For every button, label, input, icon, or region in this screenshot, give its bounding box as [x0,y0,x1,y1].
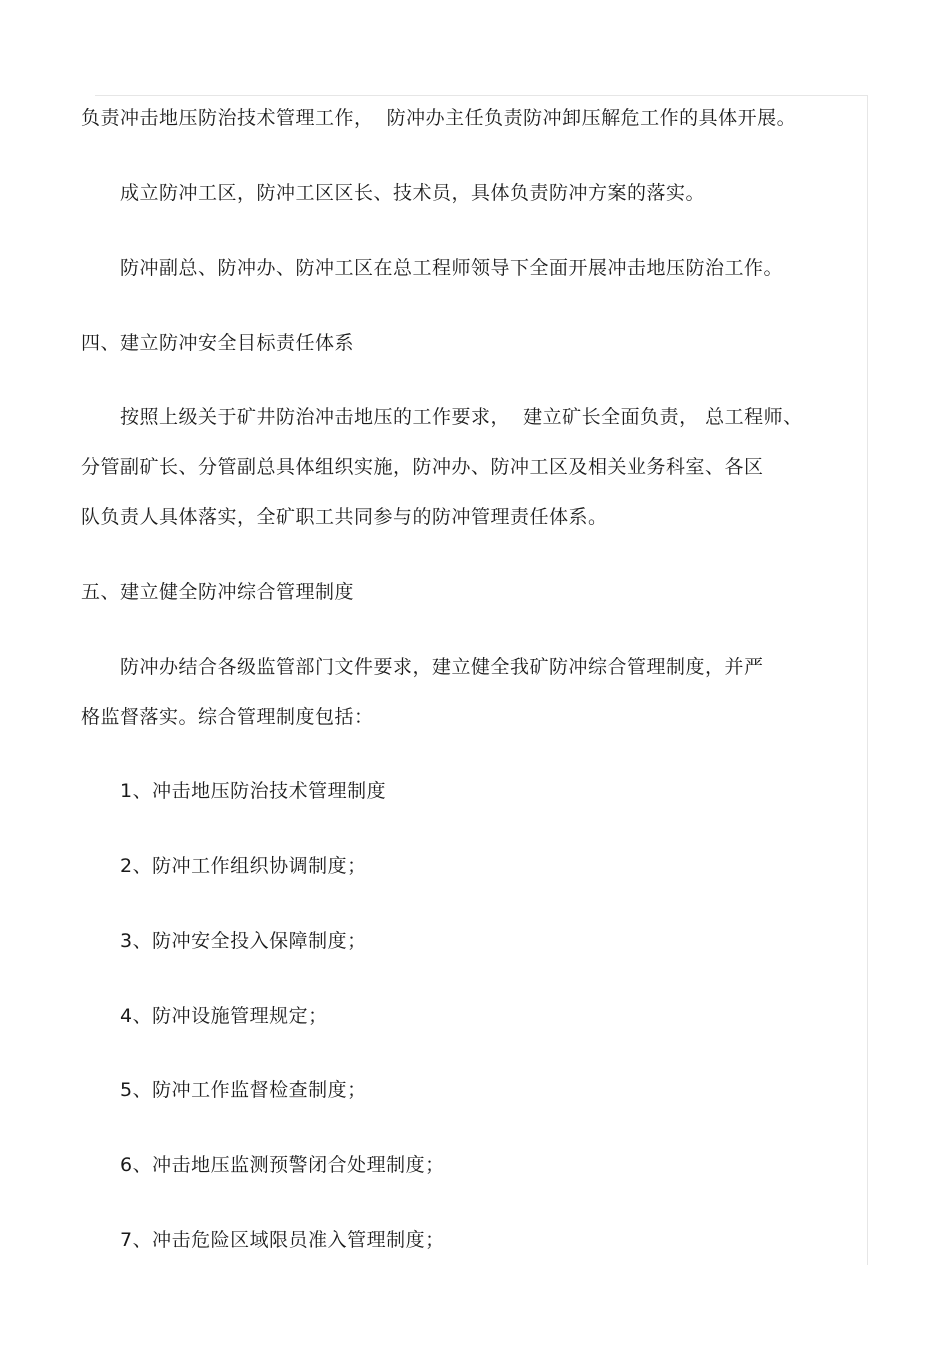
paragraph-line: 队负责人具体落实，全矿职工共同参与的防冲管理责任体系。 [81,506,608,528]
list-item: 4、防冲设施管理规定； [120,1005,328,1027]
paragraph-line: 负责冲击地压防治技术管理工作， 防冲办主任负责防冲卸压解危工作的具体开展。 [81,107,797,129]
list-item: 7、冲击危险区域限员准入管理制度； [120,1229,445,1251]
paragraph-line: 格监督落实。综合管理制度包括： [81,706,374,728]
list-item: 2、防冲工作组织协调制度； [120,855,367,877]
section-heading: 五、建立健全防冲综合管理制度 [81,581,355,603]
section-heading: 四、建立防冲安全目标责任体系 [81,332,355,354]
list-item: 6、冲击地压监测预警闭合处理制度； [120,1154,445,1176]
list-item: 1、冲击地压防治技术管理制度 [120,780,387,802]
paragraph-line: 按照上级关于矿井防治冲击地压的工作要求， 建立矿长全面负责， 总工程师、 [120,406,803,428]
list-item: 3、防冲安全投入保障制度； [120,930,367,952]
list-item: 5、防冲工作监督检查制度； [120,1079,367,1101]
paragraph-line: 成立防冲工区，防冲工区区长、技术员，具体负责防冲方案的落实。 [120,182,706,204]
paragraph-line: 分管副矿长、分管副总具体组织实施，防冲办、防冲工区及相关业务科室、各区 [81,456,764,478]
paragraph-line: 防冲副总、防冲办、防冲工区在总工程师领导下全面开展冲击地压防治工作。 [120,257,784,279]
paragraph-line: 防冲办结合各级监管部门文件要求，建立健全我矿防冲综合管理制度，并严 [120,656,764,678]
